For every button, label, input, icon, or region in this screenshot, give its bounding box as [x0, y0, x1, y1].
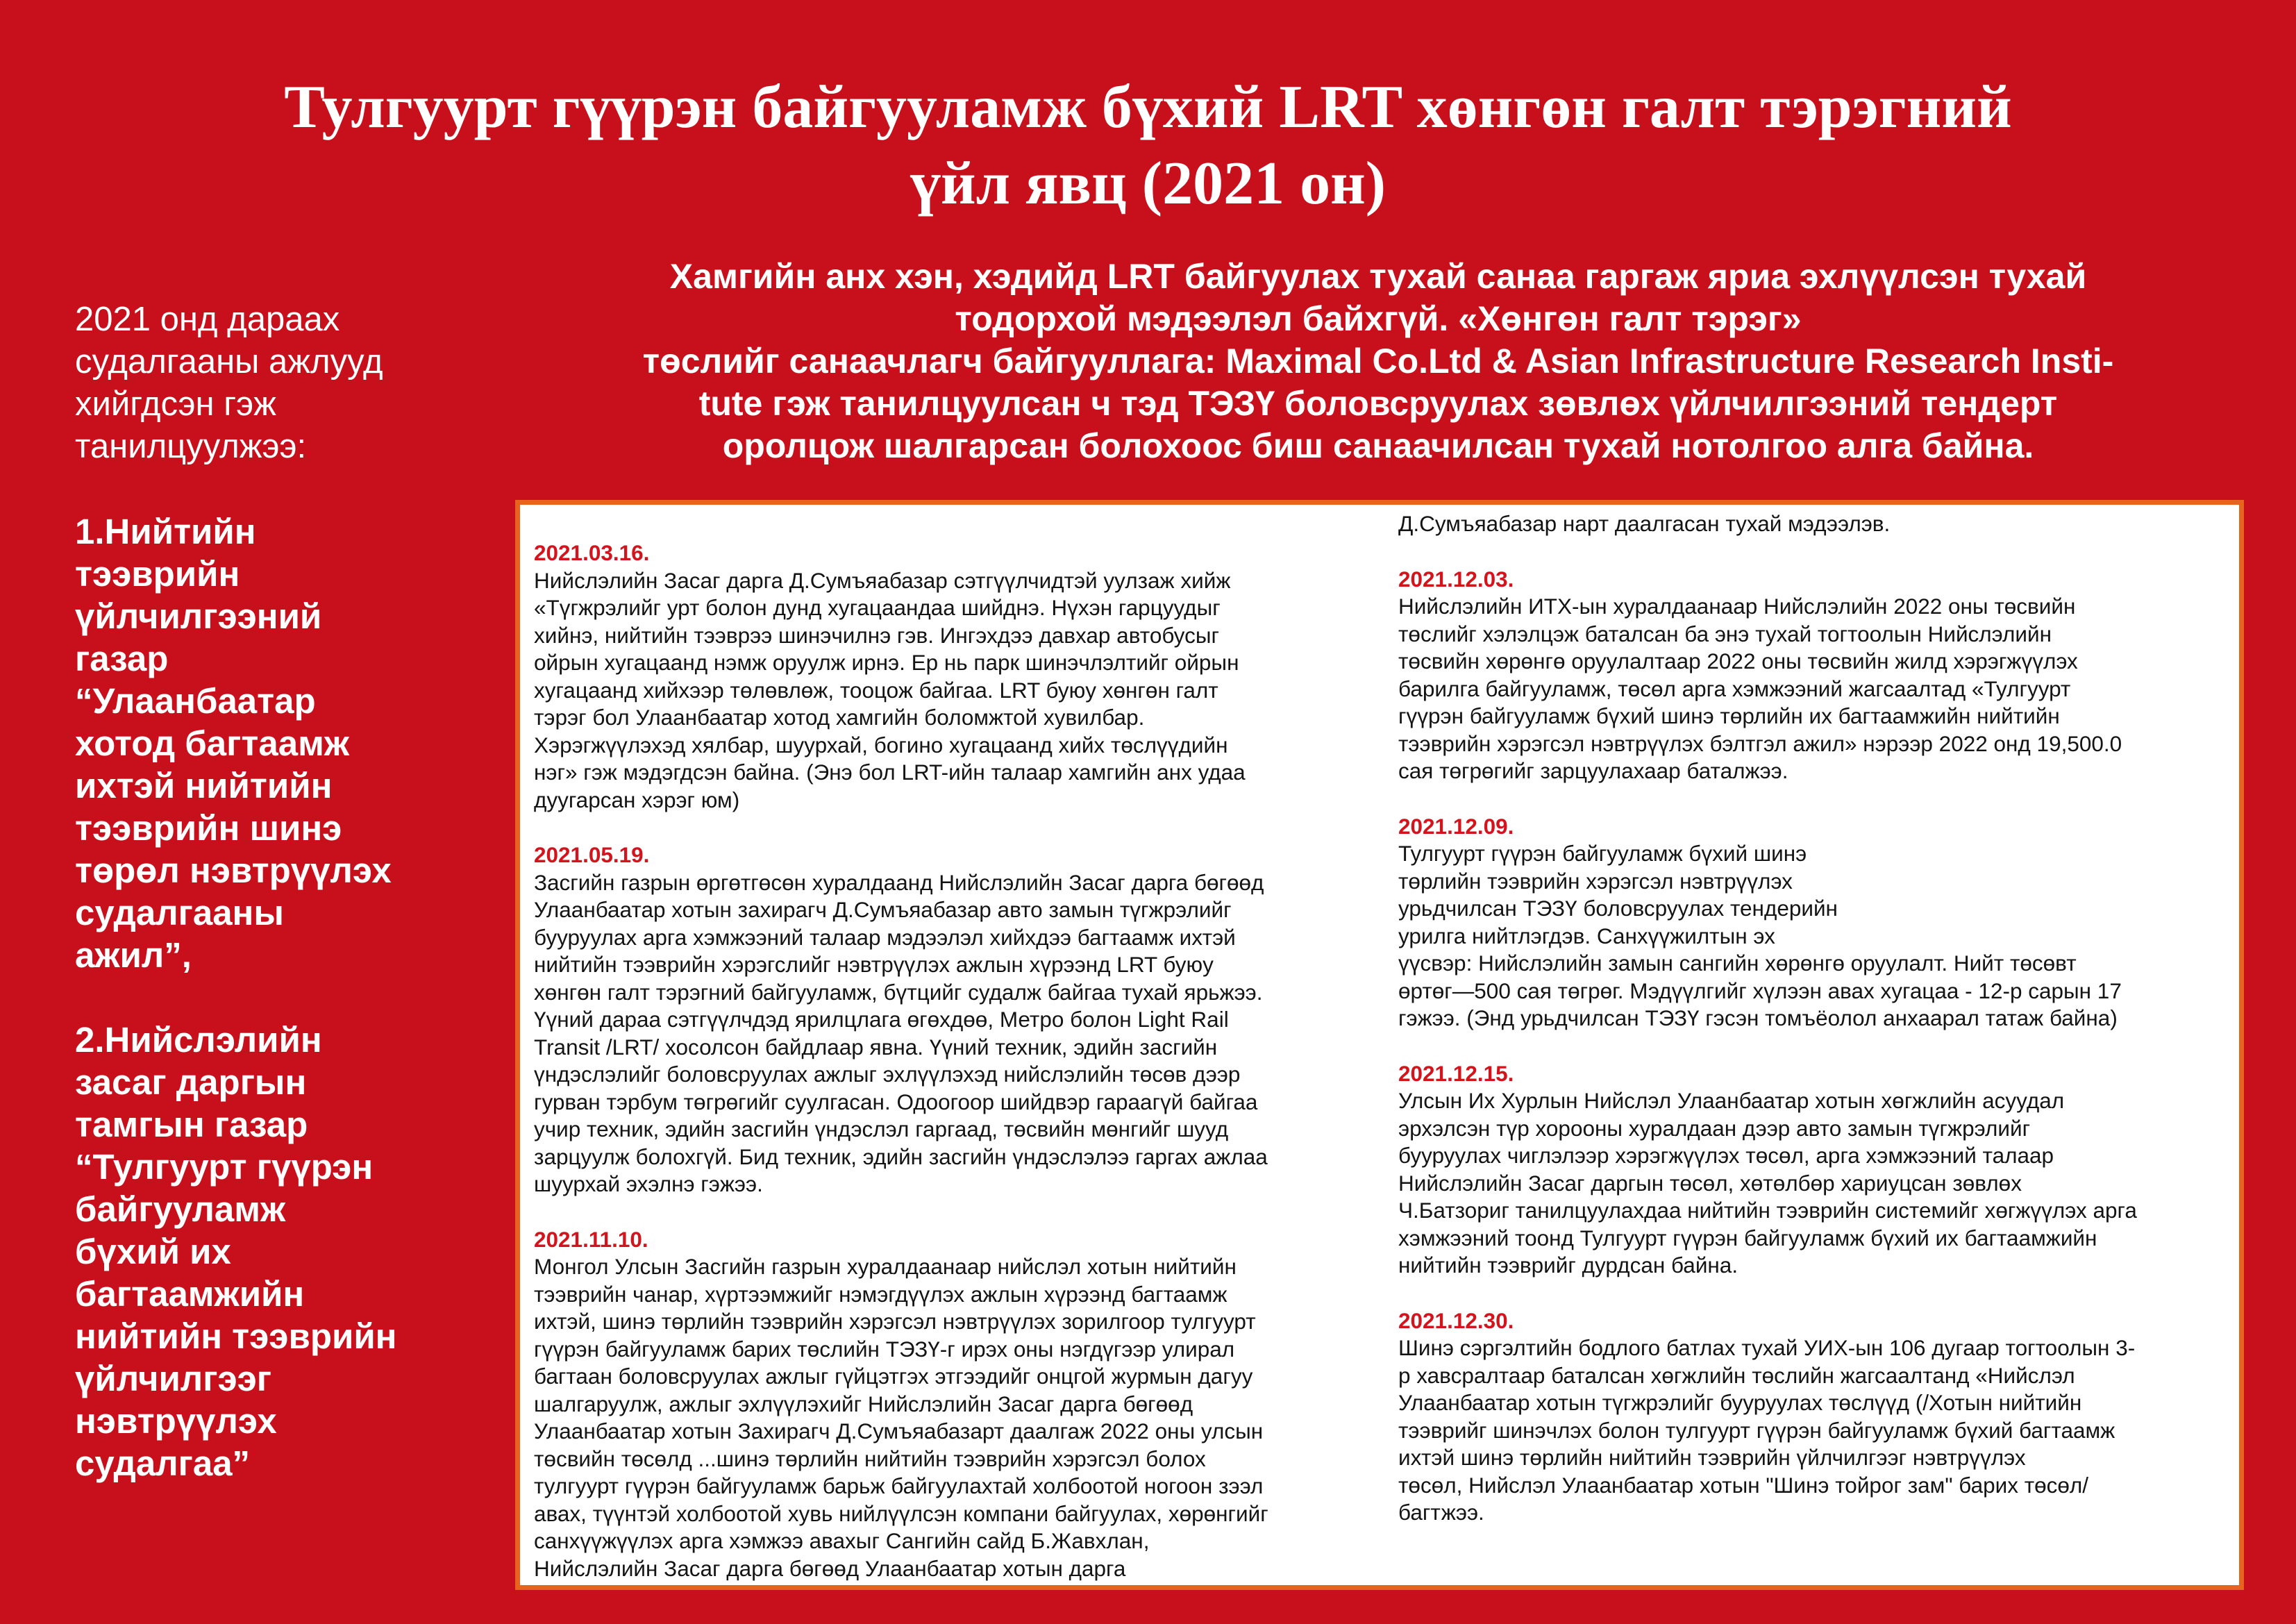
entry-line: төсвийн хөрөнгө оруулалтаар 2022 оны төсвийн жилд хэрэгжүүлэх: [1398, 648, 2078, 673]
timeline-entry: [1398, 1307, 2235, 1527]
timeline-entry: [534, 539, 1391, 814]
sidebar-item-line: тээврийн шинэ: [75, 808, 342, 848]
sidebar-item-line: нэвтрүүлэх: [75, 1401, 277, 1441]
sidebar-item-line: багтаамжийн: [75, 1274, 305, 1314]
entry-line: Улаанбаатар хотын Захирагч Д.Сумъяабазарт даалгаж 2022 оны улсын: [534, 1418, 1264, 1443]
timeline-column-left: [534, 539, 1391, 1610]
entry-line: багтаан боловсруулах ажлыг гүйцэтгэх этгээдийг онцгой журмын дагуу: [534, 1364, 1253, 1389]
sidebar-lead: [75, 299, 464, 468]
sidebar-item-line: нийтийн тээврийн: [75, 1316, 397, 1356]
sidebar-item-line: судалгааны: [75, 893, 284, 932]
page-title: [111, 69, 2185, 222]
entry-line: дуугарсан хэрэг юм): [534, 787, 740, 812]
entry-line: өртөг—500 сая төгрөг. Мэдүүлгийг хүлээн авах хугацаа - 12-р сарын 17: [1398, 978, 2122, 1003]
sidebar-item-line: ажил”,: [75, 935, 192, 975]
entry-line: гэжээ. (Энд урьдчилсан ТЭЗҮ гэсэн томъёолол анхаарал татаж байна): [1398, 1005, 2118, 1030]
sidebar-item-line: бүхий их: [75, 1232, 231, 1271]
sidebar-item-2: [75, 1019, 464, 1484]
sidebar-item-line: засаг даргын: [75, 1062, 307, 1102]
entry-line: Засгийн газрын өргөтгөсөн хуралдаанд Нийслэлийн Засаг дарга бөгөөд: [534, 869, 1264, 895]
sidebar-item-line: судалгаа”: [75, 1443, 251, 1483]
entry-line: төсвийн төсөлд ...шинэ төрлийн нийтийн тээврийн хэрэгсэл болох: [534, 1446, 1206, 1471]
sidebar-item-line: 2.Нийслэлийн: [75, 1020, 322, 1060]
timeline-entry: [1398, 1060, 2235, 1280]
entry-line: Transit /LRT/ хосолсон байдлаар явна. Үүний техник, эдийн засгийн: [534, 1034, 1218, 1060]
entry-line: Улаанбаатар хотын захирагч Д.Сумъяабазар авто замын түгжрэлийг: [534, 897, 1232, 922]
sidebar-item-line: байгууламж: [75, 1189, 286, 1229]
entry-line: хугацаанд хийхээр төлөвлөж, тооцож байгаа. LRT буюу хөнгөн галт: [534, 677, 1218, 703]
entry-line: шуурхай эхэлнэ гэжээ.: [534, 1171, 763, 1196]
entry-line: төслийг хэлэлцэж баталсан ба энэ тухай тогтоолын Нийслэлийн: [1398, 621, 2052, 646]
entry-line: Нийслэлийн Засаг дарга бөгөөд Улаанбаатар хотын дарга: [534, 1555, 1126, 1581]
sidebar-item-1: [75, 510, 464, 976]
entry-line: шалгаруулж, ажлыг эхлүүлэхийг Нийслэлийн Засаг дарга бөгөөд: [534, 1391, 1193, 1416]
entry-line: багтжээ.: [1398, 1500, 1484, 1525]
intro-line: оролцож шалгарсан болохоос биш санаачилсан тухай нотолгоо алга байна.: [722, 426, 2034, 465]
entry-line: ихтэй, шинэ төрлийн тээврийн хэрэгсэл нэвтрүүлэх зорилгоор тулгуурт: [534, 1309, 1256, 1334]
sidebar-item-line: үйлчилгээг: [75, 1359, 272, 1398]
entry-line: Нийслэлийн ИТХ-ын хуралдаанаар Нийслэлийн 2022 оны төсвийн: [1398, 594, 2076, 619]
entry-line: Д.Сумъяабазар нарт даалгасан тухай мэдээлэв.: [1398, 511, 1891, 536]
sidebar-lead-line: судалгааны ажлууд: [75, 343, 383, 380]
title-line-2: үйл явц (2021 он): [910, 150, 1386, 217]
entry-date: 2021.03.16.: [534, 540, 650, 565]
sidebar-item-line: үйлчилгээний: [75, 596, 322, 636]
entry-date: 2021.11.10.: [534, 1226, 648, 1252]
sidebar-item-line: тамгын газар: [75, 1105, 308, 1144]
entry-line: бууруулах арга хэмжээний талаар мэдээлэл хийхдээ багтаамж ихтэй: [534, 924, 1236, 950]
sidebar-item-line: тээврийн: [75, 554, 240, 594]
entry-line: урьдчилсан ТЭЗҮ боловсруулах тендерийн: [1398, 896, 1838, 921]
intro-line: төслийг санаачлагч байгууллага: Maximal Co.Ltd & Asian Infrastructure Research Insti-: [642, 342, 2114, 380]
sidebar-item-line: ихтэй нийтийн: [75, 766, 333, 805]
entry-line: урилга нийтлэгдэв. Санхүүжилтын эх: [1398, 923, 1775, 948]
entry-line: барилга байгууламж, төсөл арга хэмжээний жагсаалтад «Тулгуурт: [1398, 676, 2071, 701]
entry-line: гүүрэн байгууламж бүхий шинэ төрлийн их багтаамжийн нийтийн: [1398, 703, 2060, 728]
entry-date: 2021.12.30.: [1398, 1307, 1514, 1333]
entry-line: «Түгжрэлийг урт болон дунд хугацаандаа шийднэ. Нүхэн гарцуудыг: [534, 595, 1221, 620]
intro-line: tute гэж танилцуулсан ч тэд ТЭЗҮ боловсруулах зөвлөх үйлчилгээний тендерт: [698, 384, 2058, 423]
entry-line: зарцуулж болохгүй. Бид техник, эдийн засгийн үндэслэлээ гаргах ажлаа: [534, 1144, 1268, 1169]
entry-line: Нийслэлийн Засаг дарга Д.Сумъяабазар сэтгүүлчидтэй уулзаж хийж: [534, 567, 1231, 593]
entry-line: тээврийн чанар, хүртээмжийг нэмэгдүүлэх ажлын хүрээнд багтаамж: [534, 1281, 1227, 1307]
intro-paragraph: [548, 256, 2208, 467]
entry-line: төрлийн тээврийн хэрэгсэл нэвтрүүлэх: [1398, 868, 1793, 894]
timeline-box: [515, 500, 2244, 1590]
intro-line: тодорхой мэдээлэл байхгүй. «Хөнгөн галт тэрэг»: [955, 299, 1802, 338]
entry-line: үндэслэлийг боловсруулах ажлыг эхлүүлэхэд нийслэлийн төсөв дээр: [534, 1062, 1241, 1087]
timeline-entry: [1398, 813, 2235, 1032]
entry-line: тээврийн хэрэгсэл нэвтрүүлэх бэлтгэл ажил» нэрээр 2022 онд 19,500.0: [1398, 730, 2122, 756]
sidebar-item-line: газар: [75, 639, 169, 678]
sidebar-lead-line: 2021 онд дараах: [75, 301, 340, 338]
entry-line: тулгуурт гүүрэн байгууламж барьж байгуулахтай холбоотой ногоон зээл: [534, 1473, 1264, 1498]
sidebar-lead-line: хийгдсэн гэж: [75, 385, 276, 423]
entry-line: авах, түүнтэй холбоотой хувь нийлүүлсэн компани байгуулах, хөрөнгийг: [534, 1500, 1268, 1526]
entry-line: Ч.Батзориг танилцуулахдаа нийтийн тээврийн системийг хөгжүүлэх арга: [1398, 1198, 2137, 1223]
entry-line: хөнгөн галт тэрэгний байгууламж, бүтцийг судалж байгаа тухай ярьжээ.: [534, 979, 1263, 1005]
timeline-column-right: [1398, 510, 2235, 1555]
entry-line: р хавсралтаар баталсан хөгжлийн төслийн жагсаалтанд «Нийслэл: [1398, 1362, 2075, 1388]
entry-line: нийтийн тээврийг дурдсан байна.: [1398, 1253, 1738, 1278]
timeline-continuation: [1398, 510, 2235, 538]
entry-line: гүүрэн байгууламж барих төслийн ТЭЗҮ-г ирэх оны нэгдүгээр улирал: [534, 1336, 1235, 1362]
title-line-1: Тулгуурт гүүрэн байгууламж бүхий LRT хөнгөн галт тэрэгний: [284, 74, 2012, 141]
timeline-entry: [1398, 566, 2235, 785]
sidebar-lead-line: танилцуулжээ:: [75, 428, 307, 465]
entry-line: нэг» гэж мэдэгдсэн байна. (Энэ бол LRT-ийн талаар хамгийн анх удаа: [534, 760, 1246, 785]
entry-line: үүсвэр: Нийслэлийн замын сангийн хөрөнгө оруулалт. Нийт төсөвт: [1398, 951, 2077, 976]
timeline-entry: [534, 842, 1391, 1198]
entry-line: санхүүжүүлэх арга хэмжээ авахыг Сангийн сайд Б.Жавхлан,: [534, 1528, 1150, 1553]
sidebar-item-line: “Тулгуурт гүүрэн: [75, 1147, 374, 1187]
entry-line: Улаанбаатар хотын түгжрэлийг бууруулах төслүүд (/Хотын нийтийн: [1398, 1390, 2082, 1415]
entry-line: тэрэг бол Улаанбаатар хотод хамгийн боломжтой хувилбар.: [534, 705, 1145, 730]
entry-line: сая төгрөгийг зарцуулахаар баталжээ.: [1398, 758, 1788, 783]
sidebar-item-line: төрөл нэвтрүүлэх: [75, 851, 392, 890]
entry-line: бууруулах чиглэлээр хэрэгжүүлэх төсөл, арга хэмжээний талаар: [1398, 1143, 2054, 1168]
entry-line: хэмжээний тоонд Тулгуурт гүүрэн байгууламж бүхий их багтаамжийн: [1398, 1225, 2097, 1250]
entry-line: учир техник, эдийн засгийн үндэслэл гаргаад, төсвийн мөнгийг шууд: [534, 1116, 1229, 1141]
entry-line: Хэрэгжүүлэхэд хялбар, шуурхай, богино хугацаанд хийх төслүүдийн: [534, 732, 1228, 757]
entry-line: Шинэ сэргэлтийн бодлого батлах тухай УИХ-ын 106 дугаар тогтоолын 3-: [1398, 1335, 2136, 1360]
entry-line: хийнэ, нийтийн тээврээ шинэчилнэ гэв. Ингэхдээ давхар автобусыг: [534, 622, 1219, 648]
timeline-entry: [534, 1226, 1391, 1583]
entry-line: Үүний дараа сэтгүүлчдэд ярилцлага өгөхдөө, Метро болон Light Rail: [534, 1007, 1229, 1032]
sidebar-item-line: хотод багтаамж: [75, 723, 350, 763]
sidebar-item-line: “Улаанбаатар: [75, 681, 316, 721]
entry-line: нийтийн тээврийн хэрэгслийг нэвтрүүлэх ажлын хүрээнд LRT буюу: [534, 952, 1214, 977]
entry-line: Тулгуурт гүүрэн байгууламж бүхий шинэ: [1398, 841, 1807, 866]
entry-line: эрхэлсэн түр хорооны хуралдаан дээр авто замын түгжрэлийг: [1398, 1115, 2031, 1141]
entry-line: Монгол Улсын Засгийн газрын хуралдаанаар нийслэл хотын нийтийн: [534, 1254, 1237, 1279]
entry-line: Улсын Их Хурлын Нийслэл Улаанбаатар хотын хөгжлийн асуудал: [1398, 1088, 2065, 1113]
sidebar: [75, 299, 464, 1484]
entry-line: төсөл, Нийслэл Улаанбаатар хотын "Шинэ тойрог зам" барих төсөл/: [1398, 1472, 2089, 1498]
entry-line: Нийслэлийн Засаг даргын төсөл, хөтөлбөр хариуцсан зөвлөх: [1398, 1170, 2022, 1196]
entry-date: 2021.12.09.: [1398, 813, 1514, 839]
entry-line: гурван тэрбум төгрөгийг суулгасан. Одоогоор шийдвэр гараагүй байгаа: [534, 1089, 1258, 1114]
intro-line: Хамгийн анх хэн, хэдийд LRT байгуулах тухай санаа гаргаж яриа эхлүүлсэн тухай: [669, 257, 2087, 296]
sidebar-item-line: 1.Нийтийн: [75, 512, 256, 551]
entry-date: 2021.12.03.: [1398, 566, 1514, 592]
entry-line: ихтэй шинэ төрлийн нийтийн тээврийн үйлчилгээг нэвтрүүлэх: [1398, 1445, 2026, 1470]
entry-line: ойрын хугацаанд нэмж оруулж ирнэ. Ер нь парк шинэчлэлтийг ойрын: [534, 650, 1239, 675]
entry-date: 2021.05.19.: [534, 842, 650, 867]
entry-date: 2021.12.15.: [1398, 1060, 1514, 1086]
entry-line: тээврийг шинэчлэх болон тулгуурт гүүрэн байгууламж бүхий багтаамж: [1398, 1417, 2115, 1443]
